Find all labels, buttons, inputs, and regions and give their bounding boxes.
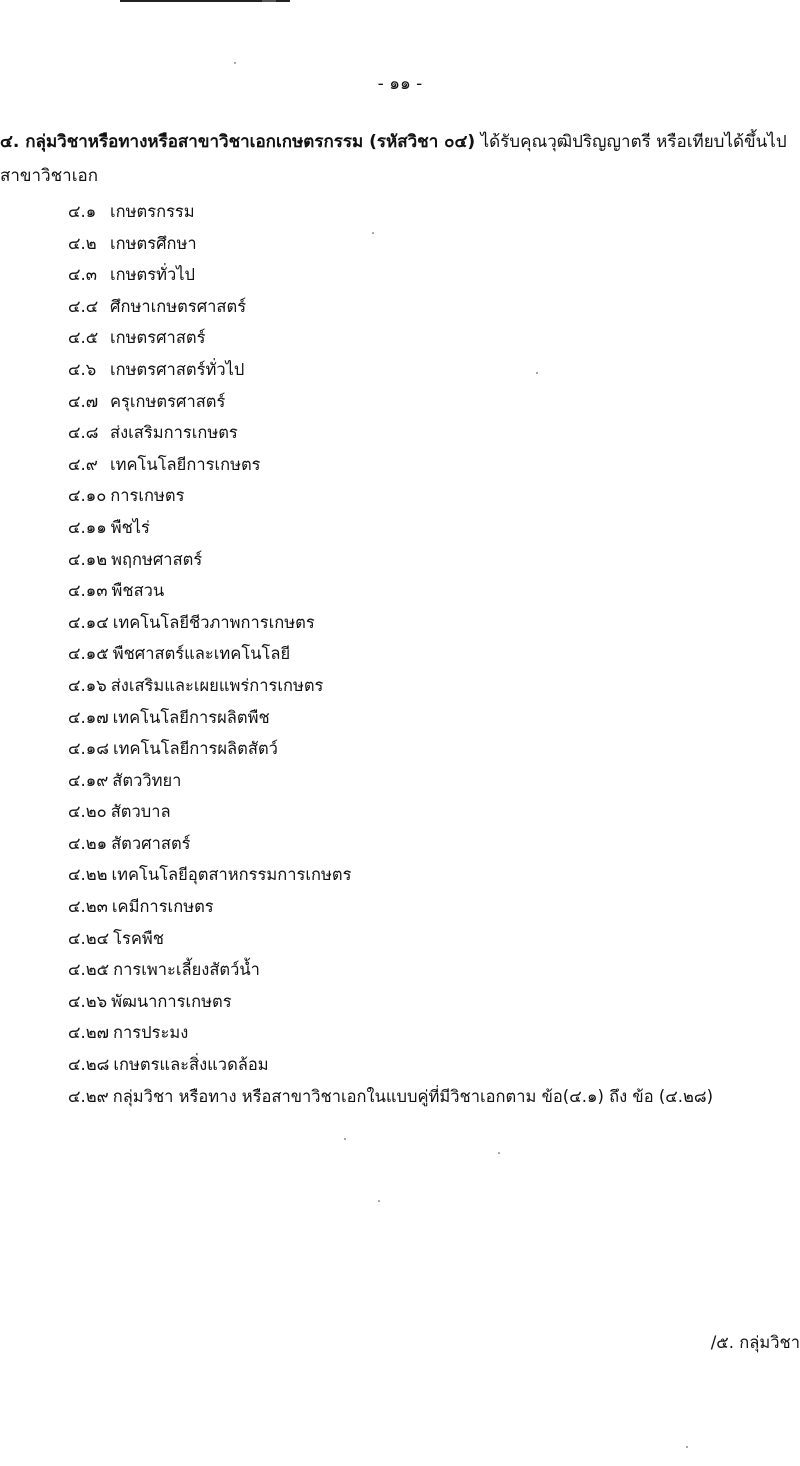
major-list-item (68, 228, 713, 260)
major-item-number: ๔.๒๐ (68, 802, 107, 822)
major-item-number: ๔.๑๑ (68, 517, 107, 537)
major-item-label: สัตวบาล (110, 802, 171, 822)
major-item-label: เทคโนโลยีชีวภาพการเกษตร (112, 612, 315, 632)
major-list-item (68, 891, 713, 923)
major-list-item (68, 796, 713, 828)
major-item-number: ๔.๒๓ (68, 897, 108, 917)
major-item-label: เกษตรศาสตร์ (110, 328, 206, 348)
major-item-number: ๔.๕ (68, 328, 99, 348)
major-item-number: ๔.๖ (68, 359, 97, 379)
major-item-label: โรคพืช (113, 928, 164, 948)
major-item-number: ๔.๒๑ (68, 833, 108, 853)
major-item-label: พัฒนาการเกษตร (111, 991, 232, 1011)
section-heading (0, 128, 800, 155)
major-list-item (68, 544, 713, 576)
major-item-label: เกษตรศาสตร์ทั่วไป (110, 359, 245, 379)
scan-speck (498, 1152, 500, 1154)
major-item-label: เคมีการเกษตร (111, 897, 214, 917)
scan-speck (686, 1446, 688, 1448)
major-list-item (68, 354, 713, 386)
major-item-label: พืชศาสตร์และเทคโนโลยี (112, 644, 291, 664)
major-item-label: ส่งเสริมและเผยแพร่การเกษตร (110, 675, 324, 695)
major-item-number: ๔.๑๗ (68, 707, 109, 727)
major-item-number: ๔.๑๔ (68, 612, 109, 632)
major-list-item (68, 575, 713, 607)
major-item-number: ๔.๑๖ (68, 675, 107, 695)
section-heading-title: ๔. กลุ่มวิชาหรือทางหรือสาขาวิชาเอกเกษตรกรรม (รหัสวิชา ๐๔) (0, 132, 476, 152)
section-subheading: สาขาวิชาเอก (0, 166, 99, 186)
major-item-label: การประมง (113, 1023, 189, 1043)
major-list (68, 196, 713, 1112)
major-item-number: ๔.๒๘ (68, 1055, 110, 1075)
major-item-label: ศึกษาเกษตรศาสตร์ (110, 296, 247, 316)
major-item-label: พืชสวน (111, 581, 165, 601)
major-list-item (68, 765, 713, 797)
major-list-item (68, 986, 713, 1018)
major-list-item (68, 607, 713, 639)
major-list-item (68, 702, 713, 734)
major-item-number: ๔.๑๘ (68, 739, 109, 759)
scan-speck (378, 1200, 380, 1202)
major-list-item (68, 386, 713, 418)
major-item-label: สัตววิทยา (112, 770, 182, 790)
major-item-number: ๔.๒๕ (68, 960, 110, 980)
scan-speck (372, 232, 374, 234)
page-number: - ๑๑ - (377, 74, 423, 94)
major-list-item (68, 196, 713, 228)
major-item-number: ๔.๒๗ (68, 1023, 110, 1043)
major-list-item (68, 670, 713, 702)
major-item-label: เทคโนโลยีการเกษตร (110, 454, 261, 474)
major-item-number: ๔.๔ (68, 296, 99, 316)
major-item-label: พืชไร่ (110, 517, 150, 537)
top-rule-line-tail (262, 0, 276, 2)
major-item-label: เกษตรศึกษา (110, 233, 197, 253)
major-item-number: ๔.๒๖ (68, 991, 108, 1011)
major-item-label: เทคโนโลยีอุตสาหกรรมการเกษตร (111, 865, 352, 885)
major-list-item (68, 291, 713, 323)
major-list-item (68, 733, 713, 765)
continuation-marker: /๕. กลุ่มวิชา (710, 1333, 800, 1352)
scan-speck (344, 1138, 346, 1140)
major-item-label: เทคโนโลยีการผลิตพืช (112, 707, 270, 727)
major-list-item (68, 480, 713, 512)
major-list-item (68, 1049, 713, 1081)
major-item-number: ๔.๑๒ (68, 549, 108, 569)
major-list-item (68, 828, 713, 860)
major-item-number: ๔.๒๒ (68, 865, 108, 885)
major-list-item (68, 449, 713, 481)
major-item-label: ส่งเสริมการเกษตร (110, 423, 238, 443)
major-list-item (68, 954, 713, 986)
major-list-item (68, 322, 713, 354)
major-item-label: ครุเกษตรศาสตร์ (110, 391, 226, 411)
major-list-item (68, 923, 713, 955)
major-list-item (68, 1017, 713, 1049)
major-item-number: ๔.๓ (68, 265, 98, 285)
major-list-item (68, 638, 713, 670)
major-list-item (68, 259, 713, 291)
section-heading-requirement: ได้รับคุณวุฒิปริญญาตรี หรือเทียบได้ขึ้นไป (475, 132, 787, 152)
major-item-number: ๔.๑๐ (68, 486, 107, 506)
major-item-label: เกษตรทั่วไป (110, 265, 195, 285)
major-item-label: การเกษตร (110, 486, 185, 506)
major-item-number: ๔.๗ (68, 391, 99, 411)
major-item-number: ๔.๑ (68, 202, 97, 221)
major-list-item (68, 512, 713, 544)
major-list-item (68, 859, 713, 891)
major-item-label: เทคโนโลยีการผลิตสัตว์ (112, 739, 278, 759)
major-item-number: ๔.๑๓ (68, 581, 108, 601)
major-item-number: ๔.๙ (68, 454, 98, 474)
major-item-number: ๔.๒ (68, 233, 97, 253)
major-list-item (68, 417, 713, 449)
major-item-label: พฤกษศาสตร์ (111, 549, 203, 569)
major-item-label: กลุ่มวิชา หรือทาง หรือสาขาวิชาเอกในแบบคู่ที่มีวิชาเอกตาม ข้อ(๔.๑) ถึง ข้อ (๔.๒๘) (112, 1086, 714, 1106)
major-item-label: เกษตรกรรม (110, 202, 195, 221)
scan-speck (536, 372, 538, 374)
major-item-label: สัตวศาสตร์ (111, 833, 191, 853)
major-list-item (68, 1081, 713, 1113)
major-item-label: เกษตรและสิ่งแวดล้อม (113, 1055, 269, 1075)
major-item-number: ๔.๑๙ (68, 770, 109, 790)
major-item-number: ๔.๑๕ (68, 644, 109, 664)
major-item-number: ๔.๘ (68, 423, 99, 443)
major-item-label: การเพาะเลี้ยงสัตว์น้ำ (113, 960, 260, 980)
scan-speck (234, 62, 236, 64)
major-item-number: ๔.๒๔ (68, 928, 110, 948)
major-item-number: ๔.๒๙ (68, 1086, 109, 1106)
